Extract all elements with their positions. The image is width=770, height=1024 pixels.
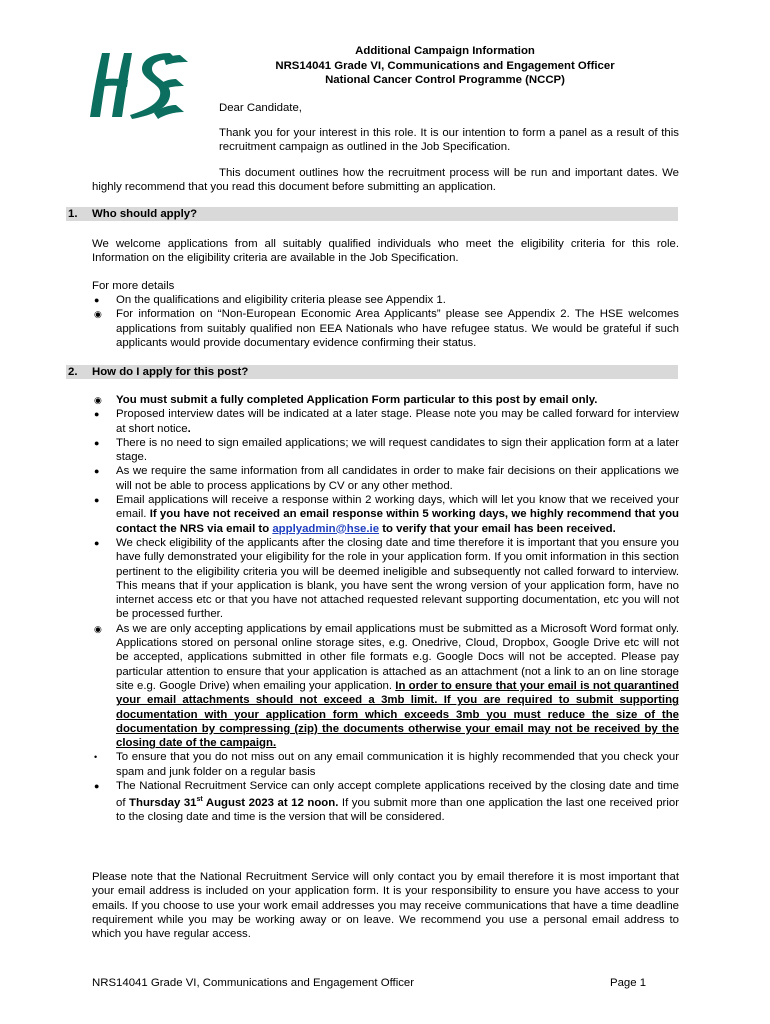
bullet-icon: • bbox=[94, 752, 98, 763]
closing-note: Please note that the National Recruitment Service will only contact you by email therefore it is most important that your email address is included on your application form. It is your responsibility to ensure you have access to your emails. If you choose to use your work email addresses you may receive communications that have a time deadline requirement while you may be working away or on leave. We recommend you use a personal email address to which you have regular access. bbox=[92, 871, 679, 941]
list-item: ◉ For information on “Non-European Economic Area Applicants” please see Appendix 2. The HSE welcomes applications from suitably qualified non EEA Nationals who have refugee status. We would be grateful if such applicants would provide documentary evidence confirming their status. bbox=[94, 308, 679, 349]
applyadmin-email-link[interactable]: applyadmin@hse.ie bbox=[272, 522, 380, 535]
hse-logo bbox=[84, 45, 194, 125]
bullet-icon: ● bbox=[94, 437, 100, 448]
list-item: ◉ You must submit a fully completed Application Form particular to this post by email only. bbox=[94, 394, 598, 406]
bullet-icon: ● bbox=[94, 781, 100, 792]
section-1-heading bbox=[66, 207, 678, 221]
footer-title: NRS14041 Grade VI, Communications and Engagement Officer bbox=[92, 977, 415, 989]
list-item: ● There is no need to sign emailed applications; we will request candidates to sign their application form at a later stage. bbox=[94, 436, 679, 464]
greeting: Dear Candidate, bbox=[219, 102, 302, 114]
page-number: Page 1 bbox=[610, 977, 647, 989]
section-1-title: Who should apply? bbox=[92, 208, 198, 220]
bullet-icon: ● bbox=[94, 466, 100, 477]
section-1-paragraph: We welcome applications from all suitably qualified individuals who meet the eligibility criteria for this role. Information on the eligibility criteria are available in the Job Specification. bbox=[92, 238, 679, 265]
bullet-icon: ◉ bbox=[94, 309, 102, 320]
bullet-icon: ● bbox=[94, 295, 100, 305]
bullet-icon: ◉ bbox=[94, 395, 102, 405]
header-line-2: NRS14041 Grade VI, Communications and Engagement Officer bbox=[275, 59, 615, 72]
intro-paragraph-1: Thank you for your interest in this role. It is our intention to form a panel as a result of this recruitment campaign as outlined in the Job Specification. bbox=[219, 127, 679, 154]
list-item: ● On the qualifications and eligibility criteria please see Appendix 1. bbox=[94, 294, 446, 306]
header-line-1: Additional Campaign Information bbox=[355, 45, 535, 57]
list-item: ● Email applications will receive a response within 2 working days, which will let you know that we received your email. If you have not received an email response within 5 working days, we highly recommend that you contact the NRS via email to applyadmin@hse.ie to verify that your email has been received. bbox=[94, 494, 679, 535]
bullet-icon: ● bbox=[94, 409, 100, 420]
document-header bbox=[200, 44, 690, 88]
bullet-icon: ● bbox=[94, 495, 100, 506]
intro-paragraph-2: This document outlines how the recruitment process will be run and important dates. We highly recommend that you read this document before submitting an application. bbox=[92, 167, 679, 194]
section-1-number: 1. bbox=[68, 208, 78, 220]
section-2-title: How do I apply for this post? bbox=[92, 366, 249, 378]
bullet-icon: ● bbox=[94, 537, 100, 548]
list-item: ● Proposed interview dates will be indicated at a later stage. Please note you may be called forward for interview at short notice. bbox=[94, 408, 679, 435]
list-item: ◉ As we are only accepting applications by email applications must be submitted as a Microsoft Word format only. Applications stored on personal online storage sites, e.g. Onedrive, Cloud, Dropbox, Google Drive etc will not be accepted, applications submitted in other file formats e.g. Google Docs will not be accepted. Please pay particular attention to ensure that your application is attached as an attachment (not a link to an on line storage site e.g. Google Drive) when emailing your application. In order to ensure that your email is not quarantined your email attachments should not exceed a 3mb limit. If you are required to submit supporting documentation with your application form which exceeds 3mb you must reduce the size of the documentation by compressing (zip) the documents otherwise your email may not be received by the closing date of the campaign. bbox=[94, 622, 679, 750]
section-2-bullet-list bbox=[92, 393, 679, 825]
header-line-3: National Cancer Control Programme (NCCP) bbox=[325, 74, 565, 86]
list-item: ● The National Recruitment Service can only accept complete applications received by the closing date and time of Thursday 31st August 2023 at 12 noon. If you submit more than one application the last one received prior to the closing date and time is the version that will be considered. bbox=[94, 780, 680, 824]
section-2-heading bbox=[66, 365, 678, 379]
list-item: • To ensure that you do not miss out on any email communication it is highly recommended that you check your spam and junk folder on a regular basis bbox=[94, 751, 679, 778]
list-item: ● As we require the same information from all candidates in order to make fair decisions on their applications we will not be able to process applications by CV or any other method. bbox=[94, 465, 679, 492]
more-details-label: For more details bbox=[92, 280, 175, 292]
list-item: ● We check eligibility of the applicants after the closing date and time therefore it is important that you ensure you have fully demonstrated your eligibility for the role in your application form. If you omit information in this section pertinent to the eligibility criteria you will be deemed ineligible and subsequently not called forward to interview. This means that if your application is blank, you have sent the wrong version of your application form, have no internet access etc or that you have not attached requested relevant supporting documentation, etc you will not be processed further. bbox=[94, 536, 679, 621]
bullet-icon: ◉ bbox=[94, 623, 102, 634]
section-1-bullet-list bbox=[92, 293, 679, 350]
section-2-number: 2. bbox=[68, 366, 78, 378]
